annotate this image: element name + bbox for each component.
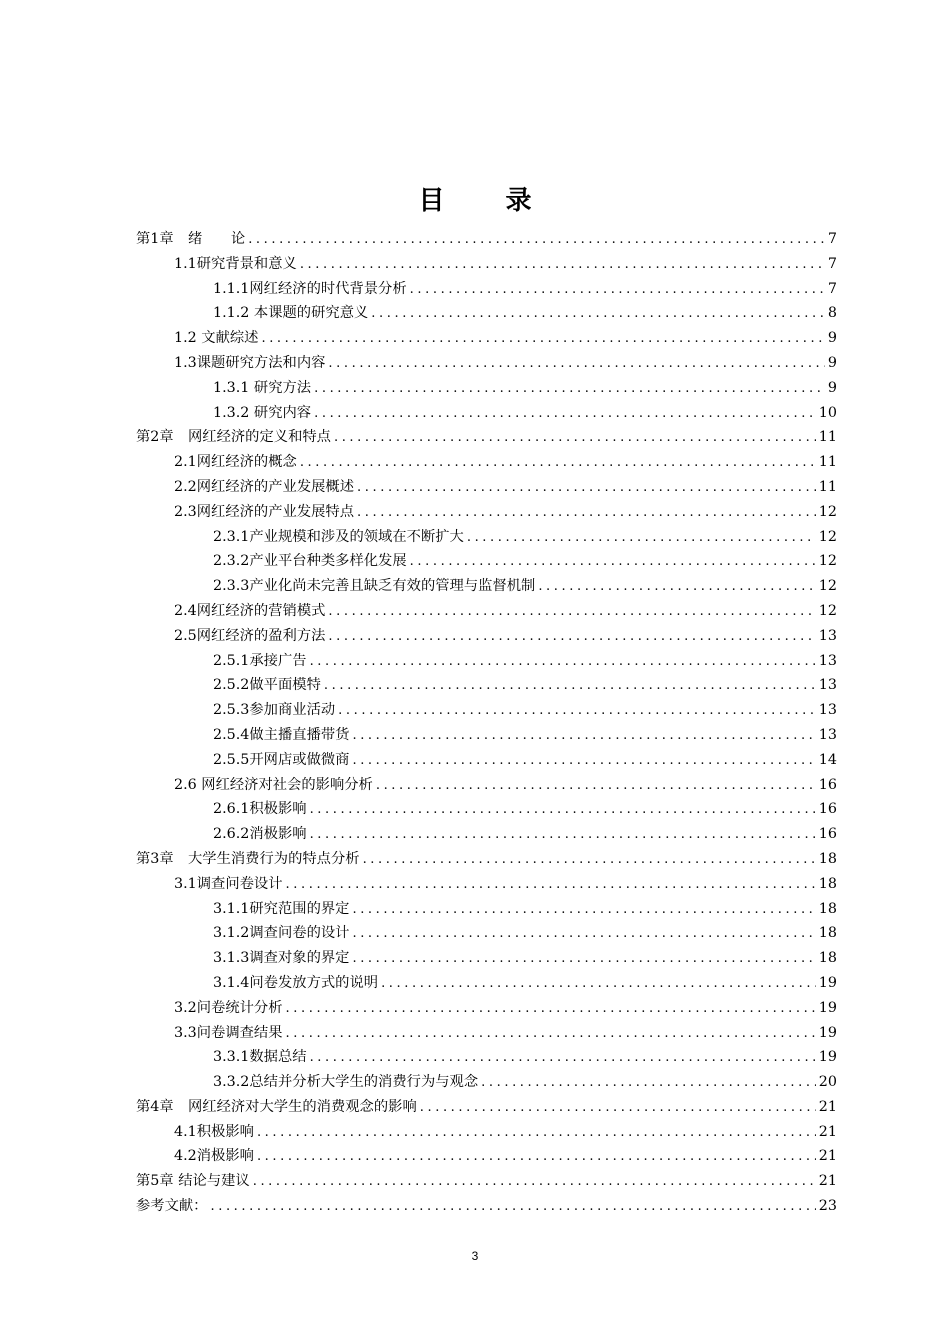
toc-entry[interactable] (136, 500, 837, 525)
toc-entry-label: 2.2网红经济的产业发展概述 (174, 478, 355, 495)
toc-entry-page-number: 19 (818, 974, 837, 991)
dot-leader (210, 1195, 815, 1220)
toc-entry-label: 3.3问卷调查结果 (174, 1024, 283, 1041)
toc-entry-page-number: 19 (818, 999, 837, 1016)
toc-entry-label: 2.5.2做平面模特 (213, 677, 321, 694)
toc-entry-label: 第1章 绪 论 (136, 231, 246, 247)
toc-entry-page-number: 14 (818, 751, 837, 768)
toc-entry[interactable] (136, 996, 837, 1021)
toc-entry-page-number: 8 (827, 305, 837, 322)
toc-entry-label: 3.2问卷统计分析 (174, 999, 283, 1016)
dot-leader (481, 1071, 816, 1096)
toc-entry[interactable] (136, 897, 837, 922)
toc-entry-page-number: 7 (827, 231, 837, 247)
toc-entry-page-number: 16 (818, 776, 837, 793)
toc-entry-label: 第3章 大学生消费行为的特点分析 (136, 850, 360, 867)
toc-entry[interactable] (136, 1169, 837, 1194)
toc-entry[interactable] (136, 1194, 837, 1219)
toc-entry-page-number: 18 (818, 850, 837, 867)
toc-entry-page-number: 23 (818, 1198, 837, 1215)
toc-entry-label: 2.5.3参加商业活动 (213, 702, 336, 719)
dot-leader (261, 327, 824, 352)
dot-leader (314, 377, 825, 402)
toc-entry[interactable] (136, 351, 837, 376)
dot-leader (328, 625, 815, 650)
dot-leader (310, 1046, 816, 1071)
toc-entry[interactable] (136, 450, 837, 475)
dot-leader (300, 253, 825, 278)
dot-leader (253, 1170, 816, 1195)
toc-entry-page-number: 13 (818, 652, 837, 669)
toc-entry-page-number: 16 (818, 826, 837, 843)
toc-entry[interactable] (136, 1095, 837, 1120)
toc-entry-label: 第2章 网红经济的定义和特点 (136, 429, 331, 446)
toc-entry-label: 1.1.1网红经济的时代背景分析 (213, 280, 407, 297)
toc-entry-page-number: 11 (818, 478, 837, 495)
toc-entry[interactable] (136, 921, 837, 946)
toc-entry-label: 2.1网红经济的概念 (174, 454, 297, 471)
toc-entry-page-number: 13 (818, 677, 837, 694)
toc-entry[interactable] (136, 1045, 837, 1070)
dot-leader (324, 674, 816, 699)
toc-entry-page-number: 18 (818, 875, 837, 892)
toc-entry-label: 2.3网红经济的产业发展特点 (174, 503, 355, 520)
toc-entry-label: 1.2 文献综述 (174, 330, 259, 347)
dot-leader (363, 848, 816, 873)
toc-entry-label: 参考文献： (136, 1198, 208, 1215)
toc-entry-page-number: 7 (827, 255, 837, 272)
dot-leader (257, 1145, 816, 1170)
toc-entry-page-number: 11 (818, 454, 837, 471)
toc-entry[interactable] (136, 624, 837, 649)
toc-entry[interactable] (136, 946, 837, 971)
toc-entry[interactable] (136, 1120, 837, 1145)
toc-entry[interactable] (136, 277, 837, 302)
dot-leader (352, 749, 815, 774)
toc-entry-label: 3.1.1研究范围的界定 (213, 900, 350, 917)
toc-entry[interactable] (136, 475, 837, 500)
toc-entry-page-number: 11 (818, 429, 837, 446)
dot-leader (352, 724, 815, 749)
dot-leader (420, 1096, 816, 1121)
toc-entry[interactable] (136, 649, 837, 674)
toc-entry[interactable] (136, 1021, 837, 1046)
toc-entry-label: 1.3课题研究方法和内容 (174, 354, 326, 371)
toc-entry[interactable] (136, 698, 837, 723)
toc-entry-page-number: 10 (818, 404, 837, 421)
toc-entry-label: 2.5.5开网店或做微商 (213, 751, 350, 768)
dot-leader (371, 302, 825, 327)
toc-entry-page-number: 7 (827, 280, 837, 297)
toc-entry[interactable] (136, 748, 837, 773)
toc-entry[interactable] (136, 971, 837, 996)
toc-entry-page-number: 13 (818, 627, 837, 644)
dot-leader (352, 898, 815, 923)
toc-entry-page-number: 19 (818, 1024, 837, 1041)
toc-entry[interactable] (136, 301, 837, 326)
toc-entry-label: 2.6.2消极影响 (213, 826, 307, 843)
toc-entry-page-number: 18 (818, 900, 837, 917)
dot-leader (410, 278, 825, 303)
dot-leader (410, 550, 816, 575)
toc-entry-label: 4.1积极影响 (174, 1123, 254, 1140)
toc-entry[interactable] (136, 847, 837, 872)
toc-entry[interactable] (136, 549, 837, 574)
toc-entry-page-number: 21 (818, 1173, 837, 1190)
toc-entry-page-number: 21 (818, 1148, 837, 1165)
dot-leader (381, 972, 816, 997)
toc-entry[interactable] (136, 376, 837, 401)
toc-entry-label: 1.3.1 研究方法 (213, 379, 312, 396)
toc-entry-page-number: 9 (827, 330, 837, 347)
toc-entry-label: 4.2消极影响 (174, 1148, 254, 1165)
toc-entry-label: 2.6.1积极影响 (213, 801, 307, 818)
toc-entry-page-number: 12 (818, 602, 837, 619)
dot-leader (538, 575, 815, 600)
table-of-contents (136, 227, 837, 1219)
dot-leader (310, 823, 816, 848)
toc-entry[interactable] (136, 723, 837, 748)
toc-entry-page-number: 13 (818, 702, 837, 719)
toc-entry[interactable] (136, 574, 837, 599)
dot-leader (286, 997, 816, 1022)
toc-entry-label: 2.4网红经济的营销模式 (174, 602, 326, 619)
dot-leader (310, 650, 816, 675)
toc-entry-page-number: 19 (818, 1049, 837, 1066)
toc-entry-page-number: 16 (818, 801, 837, 818)
toc-entry[interactable] (136, 252, 837, 277)
toc-entry-label: 1.1.2 本课题的研究意义 (213, 305, 369, 322)
toc-entry-label: 1.3.2 研究内容 (213, 404, 312, 421)
toc-entry[interactable] (136, 1144, 837, 1169)
toc-entry-page-number: 9 (827, 379, 837, 396)
toc-entry-page-number: 12 (818, 503, 837, 520)
dot-leader (357, 501, 816, 526)
toc-entry[interactable] (136, 425, 837, 450)
dot-leader (376, 774, 816, 799)
page-title: 目 录 (418, 186, 558, 216)
toc-entry[interactable] (136, 797, 837, 822)
toc-entry-label: 2.5网红经济的盈利方法 (174, 627, 326, 644)
toc-entry[interactable] (136, 401, 837, 426)
toc-entry-page-number: 18 (818, 950, 837, 967)
toc-entry-page-number: 21 (818, 1123, 837, 1140)
toc-entry-page-number: 20 (818, 1074, 837, 1091)
dot-leader (467, 526, 816, 551)
dot-leader (286, 873, 816, 898)
toc-entry-label: 1.1研究背景和意义 (174, 255, 297, 272)
dot-leader (257, 1121, 816, 1146)
toc-entry[interactable] (136, 525, 837, 550)
toc-entry-label: 3.1调查问卷设计 (174, 875, 283, 892)
toc-entry-label: 第5章 结论与建议 (136, 1173, 250, 1190)
toc-entry[interactable] (136, 872, 837, 897)
toc-entry-label: 2.3.3产业化尚未完善且缺乏有效的管理与监督机制 (213, 578, 536, 595)
dot-leader (334, 426, 816, 451)
toc-entry-page-number: 18 (818, 925, 837, 942)
toc-entry[interactable] (136, 326, 837, 351)
toc-entry-label: 3.3.1数据总结 (213, 1049, 307, 1066)
dot-leader (357, 476, 816, 501)
toc-entry-label: 3.1.2调查问卷的设计 (213, 925, 350, 942)
toc-entry-page-number: 9 (827, 354, 837, 371)
toc-entry-page-number: 13 (818, 726, 837, 743)
dot-leader (314, 402, 816, 427)
dot-leader (328, 600, 815, 625)
toc-entry-label: 2.6 网红经济对社会的影响分析 (174, 776, 373, 793)
toc-entry[interactable] (136, 773, 837, 798)
toc-entry-label: 3.3.2总结并分析大学生的消费行为与观念 (213, 1074, 479, 1091)
dot-leader (248, 228, 825, 253)
toc-entry-label: 3.1.4问卷发放方式的说明 (213, 974, 379, 991)
page-number: 3 (471, 1249, 479, 1263)
toc-entry-page-number: 12 (818, 528, 837, 545)
toc-entry-label: 2.5.4做主播直播带货 (213, 726, 350, 743)
toc-entry-page-number: 12 (818, 578, 837, 595)
toc-entry[interactable] (136, 673, 837, 698)
toc-entry[interactable] (136, 599, 837, 624)
toc-entry-label: 第4章 网红经济对大学生的消费观念的影响 (136, 1098, 417, 1115)
dot-leader (352, 947, 815, 972)
dot-leader (310, 798, 816, 823)
dot-leader (286, 1022, 816, 1047)
toc-entry-label: 3.1.3调查对象的界定 (213, 950, 350, 967)
toc-entry-page-number: 12 (818, 553, 837, 570)
toc-entry[interactable] (136, 1070, 837, 1095)
toc-entry-label: 2.5.1承接广告 (213, 652, 307, 669)
dot-leader (338, 699, 816, 724)
toc-entry[interactable] (136, 822, 837, 847)
toc-entry[interactable] (136, 227, 837, 252)
dot-leader (300, 451, 816, 476)
toc-entry-label: 2.3.1产业规模和涉及的领域在不断扩大 (213, 528, 464, 545)
dot-leader (352, 922, 815, 947)
dot-leader (328, 352, 824, 377)
toc-entry-page-number: 21 (818, 1098, 837, 1115)
toc-entry-label: 2.3.2产业平台种类多样化发展 (213, 553, 407, 570)
